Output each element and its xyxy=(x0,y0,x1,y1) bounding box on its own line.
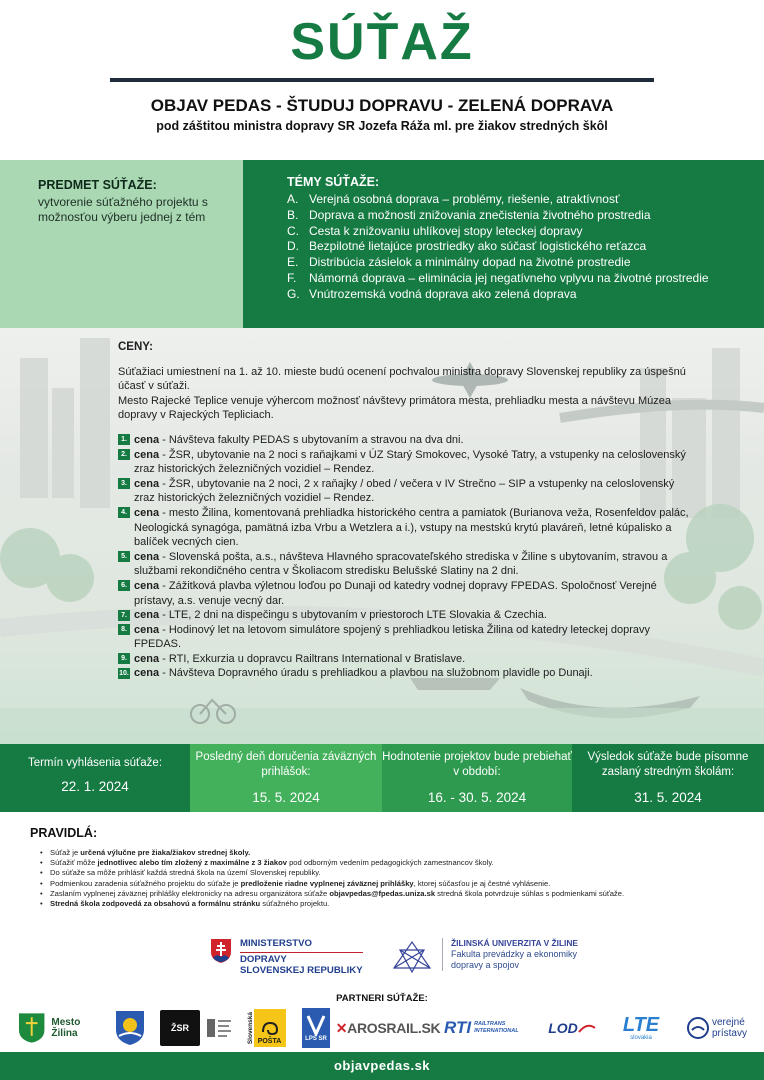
prize-text xyxy=(134,550,698,579)
prize-number-badge: 4. xyxy=(118,507,130,518)
date-value: 22. 1. 2024 xyxy=(61,779,129,794)
prizes-heading: CENY: xyxy=(118,341,153,353)
prize-text xyxy=(134,506,698,550)
rti-logo: RTI RAILTRANS INTERNATIONAL xyxy=(444,1018,519,1037)
topic-text: Distribúcia zásielok a minimálny dopad na životné prostredie xyxy=(309,255,631,270)
rajecke-teplice-crest-icon xyxy=(115,1010,145,1046)
prize-item xyxy=(118,623,698,652)
rule-item: • Súťažiť môže jednotlivec alebo tím zložený z maximálne z 3 žiakov pod odborným vedením pedagogických zamestnancov školy. xyxy=(40,858,494,868)
prize-item xyxy=(118,477,698,506)
page-title: SÚŤAŽ xyxy=(290,13,474,71)
zilina-logo: Mesto Žilina xyxy=(18,1008,108,1048)
rajecke-teplice-logo xyxy=(112,1008,148,1048)
prize-word: cena xyxy=(134,550,160,563)
lod-wave-icon xyxy=(578,1022,596,1034)
topic-item xyxy=(287,287,764,303)
topics-heading: TÉMY SÚŤAŽE: xyxy=(287,175,380,189)
prize-list xyxy=(118,433,698,681)
topic-text: Cesta k znižovaniu uhlíkovej stopy leteckej dopravy xyxy=(309,223,583,238)
prize-description: - ŽSR, ubytovanie na 2 noci s raňajkami v ÚZ Starý Smokovec, Vysoké Tatry, a vstupenky na celoslovenský zraz historických železničných vozidiel – Rendez. xyxy=(134,448,686,476)
rule-item: • Súťaž je určená výlučne pre žiaka/žiakov strednej školy. xyxy=(40,848,251,857)
topics-list xyxy=(287,192,764,303)
subject-text: vytvorenie súťažného projektu s možnosťou výberu jednej z tém xyxy=(38,195,208,224)
date-value: 15. 5. 2024 xyxy=(252,790,320,805)
lte-logo: LTE slovakia xyxy=(622,1014,660,1041)
subject-heading: PREDMET SÚŤAŽE: xyxy=(38,178,157,192)
prize-number-badge: 7. xyxy=(118,610,130,621)
arosrail-logo: ✕AROSRAIL.SK xyxy=(335,1019,441,1036)
prize-description: - mesto Žilina, komentovaná prehliadka historického centra a pamiatok (Burianova veža, Rosenfeldov palác, Neologická synagóga, pamätná izba Vrbu a Wetzlera a i.), vstupy na mestskú krytú plaváreň, letné kúpalisko a balíček vecných cien. xyxy=(134,506,689,549)
prize-description: - LTE, 2 dni na dispečingu s ubytovaním v priestoroch LTE Slovakia & Czechia. xyxy=(159,609,547,622)
lod-logo: LOD xyxy=(544,1008,600,1048)
title-divider xyxy=(110,78,654,82)
date-box-results xyxy=(572,744,764,812)
topic-item xyxy=(287,192,764,208)
prize-item xyxy=(118,433,698,448)
topic-item xyxy=(287,224,764,240)
prize-word: cena xyxy=(134,623,160,636)
prize-description: - Zážitková plavba výletnou loďou po Dunaji od katedry vodnej dopravy FPEDAS. Spoločnosť Verejné prístavy, a.s. venuje vecný dar. xyxy=(134,579,657,607)
prize-description: - Návšteva fakulty PEDAS s ubytovaním a stravou na dva dni. xyxy=(159,433,464,446)
organizer-email[interactable]: objavpedas@fpedas.uniza.sk xyxy=(329,888,436,898)
rules-heading: PRAVIDLÁ: xyxy=(30,826,98,840)
prizes-intro-2: Mesto Rajecké Teplice venuje výhercom možnosť návštevy primátora mesta, prehliadku mesta a návštevu Múzea dopravy v Rajeckých Tepliciach. xyxy=(118,394,671,422)
prize-word: cena xyxy=(134,579,160,592)
topic-text: Verejná osobná doprava – problémy, riešenie, atraktívnosť xyxy=(309,192,620,206)
fpedas-star-icon xyxy=(392,938,432,976)
prize-number-badge: 9. xyxy=(118,653,130,664)
prize-item xyxy=(118,579,698,608)
prize-text xyxy=(134,433,464,448)
slovak-post-logo: Slovenská POŠTA xyxy=(244,1008,288,1048)
prize-description: - Slovenská pošta, a.s., návšteva Hlavného spracovateľského strediska v Žiline s ubytovaním, stravou a službami rekondičného centra v Školiacom stredisku Belušské Slatiny na 2 dni. xyxy=(134,550,668,578)
topic-letter: A. xyxy=(287,192,299,206)
rules-section xyxy=(30,826,750,909)
prize-description: - RTI, Exkurzia u dopravcu Railtrans International v Bratislave. xyxy=(159,652,466,665)
prize-word: cena xyxy=(134,477,160,490)
prizes-intro xyxy=(118,365,698,423)
prize-description: - Hodinový let na letovom simulátore spojený s prehliadkou letiska Žilina od katedry leteckej dopravy FPEDAS. xyxy=(134,623,651,651)
prize-word: cena xyxy=(134,652,160,665)
partners-logos xyxy=(0,1008,764,1052)
ports-icon xyxy=(687,1017,709,1039)
prize-number-badge: 2. xyxy=(118,449,130,460)
date-box-deadline xyxy=(190,744,382,812)
topic-text: Doprava a možnosti znižovania znečistenia životného prostredia xyxy=(309,207,651,222)
rule-item: • Podmienkou zaradenia súťažného projektu do súťaže je predloženie riadne vyplnenej záväznej prihlášky, ktorej súčasťou je aj čestné vyhlásenie. xyxy=(40,878,551,888)
prize-item xyxy=(118,608,698,623)
date-label: Hodnotenie projektov bude prebiehať v období: xyxy=(382,751,572,778)
rule-item: • Zaslaním vyplnenej záväznej prihlášky elektronicky na adresu organizátora súťaže objavpedas@fpedas.uniza.sk stredná škola potvrdzuje súhlas s podmienkami súťaže. xyxy=(40,888,625,898)
prize-number-badge: 1. xyxy=(118,434,130,445)
topic-letter: E. xyxy=(287,255,299,270)
topics-panel xyxy=(243,160,764,328)
lps-logo: LPS SR xyxy=(302,1008,330,1048)
prize-text xyxy=(134,666,593,681)
prize-number-badge: 6. xyxy=(118,580,130,591)
prize-word: cena xyxy=(134,609,160,622)
posta-badge: POŠTA xyxy=(254,1009,286,1047)
prize-number-badge: 10. xyxy=(119,669,129,677)
date-value: 16. - 30. 5. 2024 xyxy=(427,790,527,805)
verejne-pristavy-logo: verejné prístavy xyxy=(682,1008,752,1048)
prize-text xyxy=(134,448,698,477)
date-value: 31. 5. 2024 xyxy=(634,790,702,805)
topics-section xyxy=(0,160,764,328)
date-label: Výsledok súťaže bude písomne zaslaný stredným školám: xyxy=(587,751,749,778)
museum-logo xyxy=(203,1008,235,1048)
date-label: Termín vyhlásenia súťaže: xyxy=(27,757,163,769)
topic-letter: B. xyxy=(287,207,299,222)
prize-word: cena xyxy=(134,667,160,680)
prize-item xyxy=(118,550,698,579)
prize-number-badge: 8. xyxy=(118,624,130,635)
topic-text: Vnútrozemská vodná doprava ako zelená doprava xyxy=(309,286,577,301)
topic-item xyxy=(287,255,764,271)
prizes-section xyxy=(0,328,764,744)
rule-item: • Do súťaže sa môže prihlásiť každá stredná škola na území Slovenskej republiky. xyxy=(40,868,321,878)
subject-panel xyxy=(0,160,243,328)
topic-letter: D. xyxy=(287,239,299,254)
page-subtitle: OBJAV PEDAS - ŠTUDUJ DOPRAVU - ZELENÁ DOPRAVA xyxy=(150,96,614,115)
zilina-coat-of-arms-icon xyxy=(18,1012,45,1044)
post-horn-icon xyxy=(260,1020,280,1038)
topic-item xyxy=(287,239,764,255)
prize-word: cena xyxy=(134,433,160,446)
dates-bar xyxy=(0,744,764,812)
prize-number-badge: 5. xyxy=(118,551,130,562)
date-label: Posledný deň doručenia záväzných prihlášok: xyxy=(195,751,377,778)
prizes-content xyxy=(118,340,698,681)
prize-text xyxy=(134,608,547,623)
topic-text: Bezpilotné lietajúce prostriedky ako súčasť logistického reťazca xyxy=(309,239,647,254)
university-text: ŽILINSKÁ UNIVERZITA V ŽILINE Fakulta prevádzky a ekonomiky dopravy a spojov xyxy=(442,938,578,971)
topic-item xyxy=(287,271,764,287)
university-logo xyxy=(392,938,578,976)
organizer-logos xyxy=(0,935,764,985)
zsr-logo: ŽSR xyxy=(160,1010,200,1046)
prize-text xyxy=(134,477,698,506)
ministry-logo xyxy=(210,938,363,977)
transport-museum-icon xyxy=(205,1013,233,1043)
prize-description: - ŽSR, ubytovanie na 2 noci, 2 x raňajky / obed / večera v IV Strečno – SIP a vstupenky na celoslovenský zraz historických železničných vozidiel – Rendez. xyxy=(134,477,675,505)
prize-item xyxy=(118,652,698,667)
prize-text xyxy=(134,623,698,652)
prize-text xyxy=(134,579,698,608)
prize-item xyxy=(118,506,698,550)
patronage-text: pod záštitou ministra dopravy SR Jozefa Ráža ml. pre žiakov stredných škôl xyxy=(156,119,608,133)
rule-item: • Stredná škola zodpovedá za obsahovú a formálnu stránku súťažného projektu. xyxy=(40,899,330,909)
prize-description: - Návšteva Dopravného úradu s prehliadkou a plavbou na služobnom plavidle po Dunaji. xyxy=(159,667,593,680)
prize-item xyxy=(118,448,698,477)
lps-v-icon xyxy=(306,1014,326,1036)
prize-word: cena xyxy=(134,448,160,461)
topic-letter: F. xyxy=(287,270,297,285)
ministry-text: MINISTERSTVO DOPRAVY SLOVENSKEJ REPUBLIKY xyxy=(240,938,363,976)
topic-item xyxy=(287,208,764,224)
footer-website-link[interactable]: objavpedas.sk xyxy=(0,1052,764,1080)
topic-text: Námorná doprava – eliminácia jej negatívneho vplyvu na životné prostredie xyxy=(309,270,709,285)
topic-letter: C. xyxy=(287,223,299,238)
prize-text xyxy=(134,652,465,667)
prize-number-badge: 3. xyxy=(118,478,130,489)
date-box-announcement xyxy=(0,744,190,812)
topic-letter: G. xyxy=(287,286,300,301)
prize-word: cena xyxy=(134,506,160,519)
date-box-evaluation xyxy=(382,744,572,812)
partners-heading: PARTNERI SÚŤAŽE: xyxy=(336,993,428,1004)
prize-item xyxy=(118,666,698,681)
slovak-coat-of-arms-icon xyxy=(210,938,232,964)
prizes-intro-1: Súťažiaci umiestnení na 1. až 10. mieste budú ocenení pochvalou ministra dopravy Slovenskej republiky za úspešnú účasť v súťaži. xyxy=(118,365,686,393)
